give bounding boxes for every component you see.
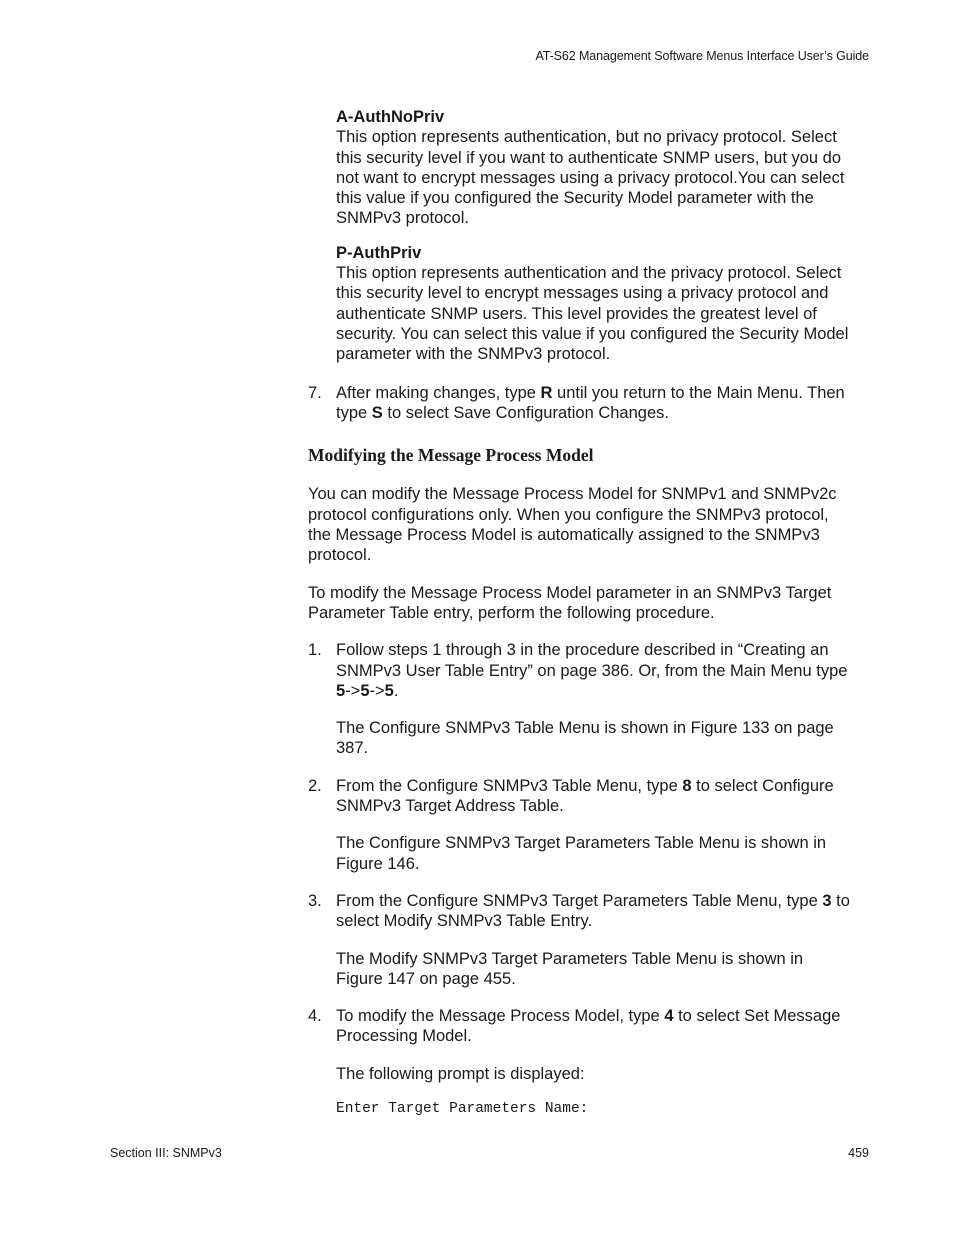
key-label: R bbox=[540, 383, 553, 402]
text-line: The Configure SNMPv3 Table Menu is shown in Figure 133 on page bbox=[336, 719, 834, 738]
text-line bbox=[336, 891, 873, 911]
step-1 bbox=[308, 640, 873, 701]
step-number: 3. bbox=[308, 891, 322, 910]
term-description bbox=[336, 263, 873, 364]
text-line: SNMPv3 protocol. bbox=[336, 209, 469, 228]
text-line: This option represents authentication, but no privacy protocol. Select bbox=[336, 128, 837, 147]
step-number: 4. bbox=[308, 1007, 322, 1026]
text-line: the Message Process Model is automatically assigned to the SNMPv3 bbox=[308, 526, 820, 545]
text-line: this security level to encrypt messages using a privacy protocol and bbox=[336, 284, 829, 303]
text-run: -> bbox=[369, 681, 385, 700]
term-name: P-AuthPriv bbox=[336, 243, 422, 262]
step-number: 2. bbox=[308, 776, 322, 795]
step-2 bbox=[308, 776, 873, 817]
text-line: To modify the Message Process Model parameter in an SNMPv3 Target bbox=[308, 583, 832, 602]
text-line: You can modify the Message Process Model for SNMPv1 and SNMPv2c bbox=[308, 485, 837, 504]
text-line: select Modify SNMPv3 Table Entry. bbox=[336, 912, 593, 931]
step-note bbox=[336, 718, 873, 759]
text-run: to bbox=[831, 891, 850, 910]
key-label: 5 bbox=[360, 681, 370, 700]
key-label: 5 bbox=[384, 681, 394, 700]
term-description bbox=[336, 127, 873, 228]
text-line bbox=[336, 681, 873, 701]
term-p-authpriv bbox=[336, 243, 873, 365]
text-line: The Configure SNMPv3 Target Parameters Table Menu is shown in bbox=[336, 834, 827, 853]
text-line: The Modify SNMPv3 Target Parameters Table Menu is shown in bbox=[336, 949, 804, 968]
text-line: this security level if you want to authenticate SNMP users, but you do bbox=[336, 148, 842, 167]
text-run: to select Configure bbox=[691, 776, 834, 795]
text-line bbox=[336, 383, 873, 403]
text-line: authenticate SNMP users. This level provides the greatest level of bbox=[336, 304, 817, 323]
step-note bbox=[336, 949, 873, 990]
text-line: protocol. bbox=[308, 546, 372, 565]
text-line: SNMPv3 Target Address Table. bbox=[336, 797, 564, 816]
text-line: protocol configurations only. When you configure the SNMPv3 protocol, bbox=[308, 505, 829, 524]
text-line: parameter with the SNMPv3 protocol. bbox=[336, 345, 611, 364]
step-note: The following prompt is displayed: bbox=[336, 1064, 585, 1083]
step-note bbox=[336, 833, 873, 874]
text-run: . bbox=[393, 681, 399, 700]
section-heading: Modifying the Message Process Model bbox=[308, 445, 594, 466]
paragraph bbox=[308, 484, 873, 565]
text-run: to select Set Message bbox=[673, 1007, 841, 1026]
page-number: 459 bbox=[848, 1146, 869, 1160]
text-line: this value if you configured the Security Model parameter with the bbox=[336, 189, 814, 208]
key-label: 3 bbox=[822, 891, 832, 910]
text-run: To modify the Message Process Model, type bbox=[336, 1007, 665, 1026]
text-line: Figure 147 on page 455. bbox=[336, 969, 516, 988]
term-a-authnopriv bbox=[336, 107, 873, 229]
text-run: After making changes, type bbox=[336, 383, 541, 402]
text-line: This option represents authentication and the privacy protocol. Select bbox=[336, 264, 842, 283]
step-3 bbox=[308, 891, 873, 932]
text-line: Figure 146. bbox=[336, 854, 420, 873]
key-label: 5 bbox=[336, 681, 346, 700]
step-4 bbox=[308, 1006, 873, 1047]
text-run: to select Save Configuration Changes. bbox=[382, 403, 669, 422]
text-line: Follow steps 1 through 3 in the procedure described in “Creating an bbox=[336, 641, 829, 660]
text-run: From the Configure SNMPv3 Table Menu, type bbox=[336, 776, 683, 795]
text-line: SNMPv3 User Table Entry” on page 386. Or, from the Main Menu type bbox=[336, 661, 848, 680]
step-number: 1. bbox=[308, 641, 322, 660]
code-prompt: Enter Target Parameters Name: bbox=[336, 1100, 589, 1117]
running-header: AT-S62 Management Software Menus Interface User’s Guide bbox=[535, 49, 869, 63]
text-line bbox=[336, 776, 873, 796]
page-body bbox=[308, 107, 873, 1119]
paragraph bbox=[308, 583, 873, 624]
footer-section: Section III: SNMPv3 bbox=[110, 1146, 222, 1160]
key-label: 4 bbox=[664, 1007, 674, 1026]
text-line bbox=[336, 403, 873, 423]
text-line: security. You can select this value if you configured the Security Model bbox=[336, 324, 849, 343]
text-run: type bbox=[336, 403, 372, 422]
key-label: 8 bbox=[682, 776, 692, 795]
step-number: 7. bbox=[308, 383, 322, 402]
text-run: until you return to the Main Menu. Then bbox=[552, 383, 845, 402]
text-run: -> bbox=[345, 681, 361, 700]
text-line: 387. bbox=[336, 739, 369, 758]
text-line: not want to encrypt messages using a privacy protocol.You can select bbox=[336, 168, 845, 187]
text-line: Processing Model. bbox=[336, 1027, 472, 1046]
text-run: From the Configure SNMPv3 Target Parameters Table Menu, type bbox=[336, 891, 823, 910]
step-7 bbox=[308, 383, 873, 424]
key-label: S bbox=[371, 403, 383, 422]
text-line bbox=[336, 1006, 873, 1026]
text-line: Parameter Table entry, perform the following procedure. bbox=[308, 603, 715, 622]
term-name: A-AuthNoPriv bbox=[336, 108, 445, 126]
